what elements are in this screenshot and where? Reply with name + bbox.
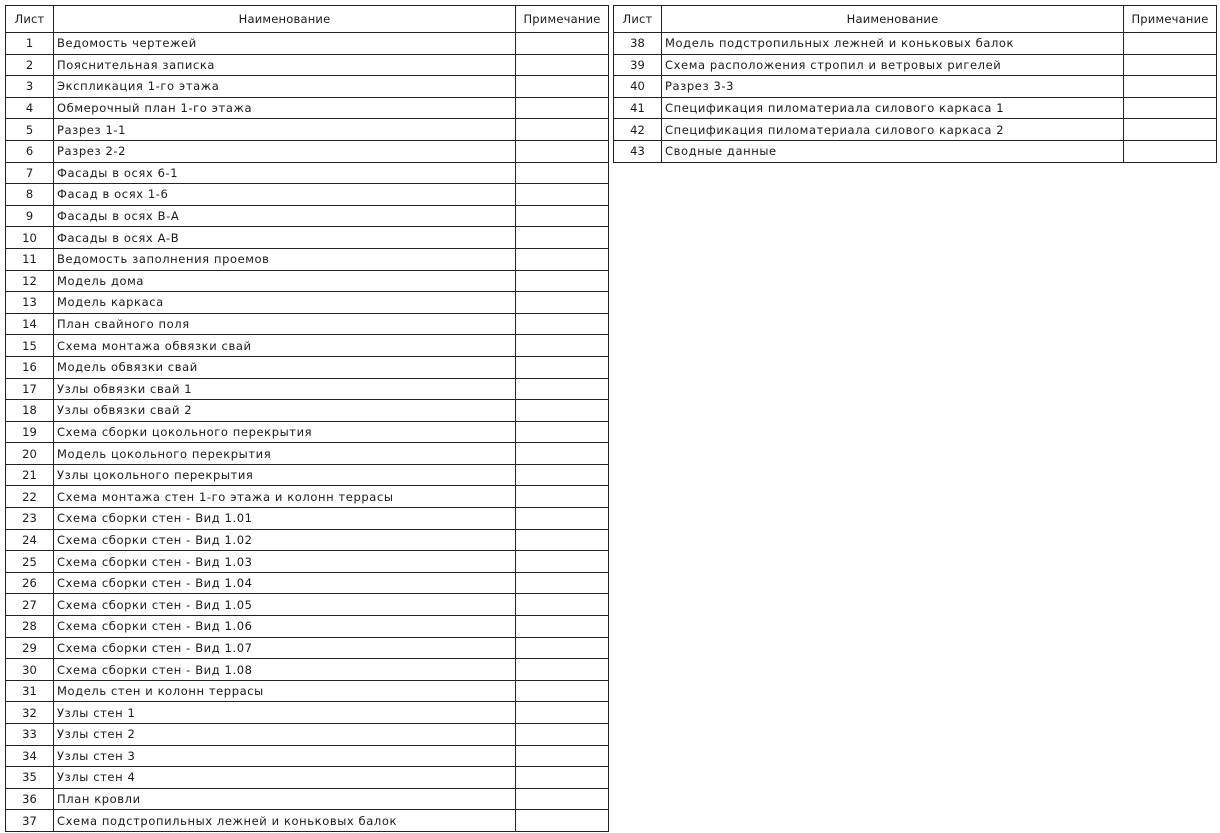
- sheet-number-cell: 40: [614, 76, 662, 98]
- sheet-note-cell: [1124, 97, 1217, 119]
- sheet-name-cell: Фасад в осях 1-6: [54, 184, 516, 206]
- sheet-note-cell: [516, 529, 609, 551]
- header-sheet: Лист: [614, 6, 662, 33]
- sheet-number-cell: 37: [6, 810, 54, 832]
- sheet-number-cell: 24: [6, 529, 54, 551]
- sheet-name-cell: Схема сборки стен - Вид 1.05: [54, 594, 516, 616]
- table-row: [614, 140, 1217, 162]
- sheet-note-cell: [516, 227, 609, 249]
- table-row: [6, 616, 609, 638]
- sheet-note-cell: [516, 572, 609, 594]
- sheet-number-cell: 2: [6, 54, 54, 76]
- sheet-name-cell: Схема сборки стен - Вид 1.06: [54, 616, 516, 638]
- sheet-note-cell: [516, 637, 609, 659]
- sheet-note-cell: [516, 335, 609, 357]
- sheet-number-cell: 32: [6, 702, 54, 724]
- sheet-number-cell: 28: [6, 616, 54, 638]
- sheet-number-cell: 39: [614, 54, 662, 76]
- sheet-name-cell: Фасады в осях 6-1: [54, 162, 516, 184]
- sheet-note-cell: [516, 810, 609, 832]
- sheet-note-cell: [516, 140, 609, 162]
- sheet-name-cell: Модель дома: [54, 270, 516, 292]
- sheet-name-cell: Спецификация пиломатериала силового каркаса 1: [662, 97, 1124, 119]
- sheet-name-cell: Узлы стен 4: [54, 767, 516, 789]
- table-row: [6, 443, 609, 465]
- sheet-note-cell: [516, 76, 609, 98]
- sheet-number-cell: 41: [614, 97, 662, 119]
- sheet-number-cell: 27: [6, 594, 54, 616]
- table-row: [6, 97, 609, 119]
- header-name: Наименование: [662, 6, 1124, 33]
- sheet-number-cell: 38: [614, 33, 662, 55]
- table-row: [614, 76, 1217, 98]
- table-row: [6, 572, 609, 594]
- sheet-number-cell: 1: [6, 33, 54, 55]
- sheet-note-cell: [516, 421, 609, 443]
- table-row: [6, 551, 609, 573]
- sheet-number-cell: 33: [6, 724, 54, 746]
- table-row: [6, 205, 609, 227]
- sheet-number-cell: 23: [6, 508, 54, 530]
- sheet-note-cell: [516, 270, 609, 292]
- sheet-number-cell: 14: [6, 313, 54, 335]
- header-name: Наименование: [54, 6, 516, 33]
- sheet-note-cell: [516, 464, 609, 486]
- sheet-note-cell: [516, 551, 609, 573]
- sheet-name-cell: Узлы стен 3: [54, 745, 516, 767]
- sheet-number-cell: 16: [6, 356, 54, 378]
- sheet-name-cell: Схема сборки стен - Вид 1.07: [54, 637, 516, 659]
- header-note: Примечание: [1124, 6, 1217, 33]
- sheet-name-cell: Модель обвязки свай: [54, 356, 516, 378]
- sheet-number-cell: 12: [6, 270, 54, 292]
- table-row: [6, 508, 609, 530]
- sheet-number-cell: 8: [6, 184, 54, 206]
- sheet-note-cell: [1124, 140, 1217, 162]
- header-sheet: Лист: [6, 6, 54, 33]
- sheet-note-cell: [516, 680, 609, 702]
- table-row: [6, 529, 609, 551]
- sheet-number-cell: 15: [6, 335, 54, 357]
- sheet-name-cell: Разрез 1-1: [54, 119, 516, 141]
- table-row: [6, 248, 609, 270]
- table-row: [6, 335, 609, 357]
- sheet-number-cell: 20: [6, 443, 54, 465]
- sheet-number-cell: 9: [6, 205, 54, 227]
- sheet-name-cell: Схема сборки стен - Вид 1.03: [54, 551, 516, 573]
- table-row: [614, 119, 1217, 141]
- sheet-name-cell: Узлы стен 2: [54, 724, 516, 746]
- sheet-name-cell: Схема сборки стен - Вид 1.02: [54, 529, 516, 551]
- sheet-number-cell: 25: [6, 551, 54, 573]
- sheet-name-cell: План свайного поля: [54, 313, 516, 335]
- sheet-note-cell: [516, 400, 609, 422]
- table-row: [6, 184, 609, 206]
- table-row: [6, 745, 609, 767]
- sheet-number-cell: 35: [6, 767, 54, 789]
- sheet-number-cell: 34: [6, 745, 54, 767]
- sheet-note-cell: [516, 508, 609, 530]
- sheet-number-cell: 3: [6, 76, 54, 98]
- sheet-name-cell: План кровли: [54, 788, 516, 810]
- drawings-list-table-right: [613, 5, 1217, 163]
- table-row: [6, 54, 609, 76]
- table-row: [6, 421, 609, 443]
- sheet-number-cell: 19: [6, 421, 54, 443]
- table-row: [6, 702, 609, 724]
- table-row: [6, 767, 609, 789]
- sheet-name-cell: Пояснительная записка: [54, 54, 516, 76]
- sheet-number-cell: 10: [6, 227, 54, 249]
- table-header-row: [614, 6, 1217, 33]
- sheet-note-cell: [516, 788, 609, 810]
- sheet-note-cell: [516, 119, 609, 141]
- sheet-number-cell: 5: [6, 119, 54, 141]
- sheet-name-cell: Сводные данные: [662, 140, 1124, 162]
- table-row: [6, 810, 609, 832]
- sheet-note-cell: [516, 616, 609, 638]
- sheet-note-cell: [516, 724, 609, 746]
- sheet-name-cell: Разрез 3-3: [662, 76, 1124, 98]
- sheet-note-cell: [516, 659, 609, 681]
- sheet-name-cell: Схема монтажа стен 1-го этажа и колонн террасы: [54, 486, 516, 508]
- table-row: [6, 292, 609, 314]
- sheet-number-cell: 13: [6, 292, 54, 314]
- table-row: [6, 313, 609, 335]
- sheet-number-cell: 36: [6, 788, 54, 810]
- sheet-note-cell: [1124, 54, 1217, 76]
- table-row: [6, 270, 609, 292]
- sheet-number-cell: 30: [6, 659, 54, 681]
- sheet-note-cell: [516, 248, 609, 270]
- sheet-note-cell: [516, 205, 609, 227]
- table-row: [6, 724, 609, 746]
- sheet-name-cell: Модель каркаса: [54, 292, 516, 314]
- sheet-number-cell: 17: [6, 378, 54, 400]
- header-note: Примечание: [516, 6, 609, 33]
- sheet-number-cell: 11: [6, 248, 54, 270]
- sheet-name-cell: Спецификация пиломатериала силового каркаса 2: [662, 119, 1124, 141]
- table-row: [6, 378, 609, 400]
- sheet-note-cell: [516, 486, 609, 508]
- sheet-note-cell: [516, 378, 609, 400]
- table-row: [6, 33, 609, 55]
- sheet-number-cell: 6: [6, 140, 54, 162]
- table-row: [6, 400, 609, 422]
- table-row: [614, 97, 1217, 119]
- sheet-name-cell: Фасады в осях В-А: [54, 205, 516, 227]
- table-row: [6, 119, 609, 141]
- table-row: [6, 356, 609, 378]
- sheet-number-cell: 43: [614, 140, 662, 162]
- sheet-number-cell: 4: [6, 97, 54, 119]
- sheet-number-cell: 18: [6, 400, 54, 422]
- sheet-name-cell: Узлы обвязки свай 2: [54, 400, 516, 422]
- sheet-name-cell: Схема сборки стен - Вид 1.08: [54, 659, 516, 681]
- table-row: [6, 486, 609, 508]
- table-row: [614, 54, 1217, 76]
- table-header-row: [6, 6, 609, 33]
- table-row: [6, 659, 609, 681]
- sheet-number-cell: 22: [6, 486, 54, 508]
- sheet-number-cell: 26: [6, 572, 54, 594]
- sheet-number-cell: 42: [614, 119, 662, 141]
- sheet-note-cell: [1124, 76, 1217, 98]
- table-row: [6, 464, 609, 486]
- table-row: [614, 33, 1217, 55]
- table-row: [6, 788, 609, 810]
- sheet-note-cell: [516, 97, 609, 119]
- sheet-name-cell: Схема подстропильных лежней и коньковых балок: [54, 810, 516, 832]
- sheet-name-cell: Ведомость чертежей: [54, 33, 516, 55]
- sheet-number-cell: 29: [6, 637, 54, 659]
- sheet-name-cell: Схема сборки цокольного перекрытия: [54, 421, 516, 443]
- sheet-note-cell: [516, 594, 609, 616]
- table-row: [6, 637, 609, 659]
- sheet-note-cell: [516, 745, 609, 767]
- sheet-name-cell: Модель цокольного перекрытия: [54, 443, 516, 465]
- sheet-number-cell: 31: [6, 680, 54, 702]
- sheet-name-cell: Схема монтажа обвязки свай: [54, 335, 516, 357]
- table-row: [6, 76, 609, 98]
- sheet-name-cell: Разрез 2-2: [54, 140, 516, 162]
- sheet-name-cell: Обмерочный план 1-го этажа: [54, 97, 516, 119]
- sheet-note-cell: [516, 292, 609, 314]
- sheet-note-cell: [516, 313, 609, 335]
- table-row: [6, 680, 609, 702]
- drawings-list-table-left: [5, 5, 609, 832]
- sheet-note-cell: [516, 702, 609, 724]
- sheet-name-cell: Узлы стен 1: [54, 702, 516, 724]
- sheet-note-cell: [516, 443, 609, 465]
- sheet-note-cell: [516, 184, 609, 206]
- sheet-note-cell: [516, 767, 609, 789]
- sheet-name-cell: Фасады в осях А-В: [54, 227, 516, 249]
- sheet-name-cell: Узлы цокольного перекрытия: [54, 464, 516, 486]
- sheet-note-cell: [1124, 119, 1217, 141]
- sheet-note-cell: [516, 356, 609, 378]
- sheet-name-cell: Схема расположения стропил и ветровых ригелей: [662, 54, 1124, 76]
- sheet-name-cell: Модель стен и колонн террасы: [54, 680, 516, 702]
- sheet-note-cell: [516, 162, 609, 184]
- sheet-name-cell: Экспликация 1-го этажа: [54, 76, 516, 98]
- sheet-note-cell: [1124, 33, 1217, 55]
- table-row: [6, 227, 609, 249]
- sheet-note-cell: [516, 33, 609, 55]
- sheet-name-cell: Ведомость заполнения проемов: [54, 248, 516, 270]
- table-row: [6, 594, 609, 616]
- sheet-name-cell: Модель подстропильных лежней и коньковых балок: [662, 33, 1124, 55]
- sheet-number-cell: 21: [6, 464, 54, 486]
- sheet-number-cell: 7: [6, 162, 54, 184]
- sheet-name-cell: Узлы обвязки свай 1: [54, 378, 516, 400]
- sheet-note-cell: [516, 54, 609, 76]
- sheet-name-cell: Схема сборки стен - Вид 1.01: [54, 508, 516, 530]
- sheet-name-cell: Схема сборки стен - Вид 1.04: [54, 572, 516, 594]
- table-row: [6, 162, 609, 184]
- table-row: [6, 140, 609, 162]
